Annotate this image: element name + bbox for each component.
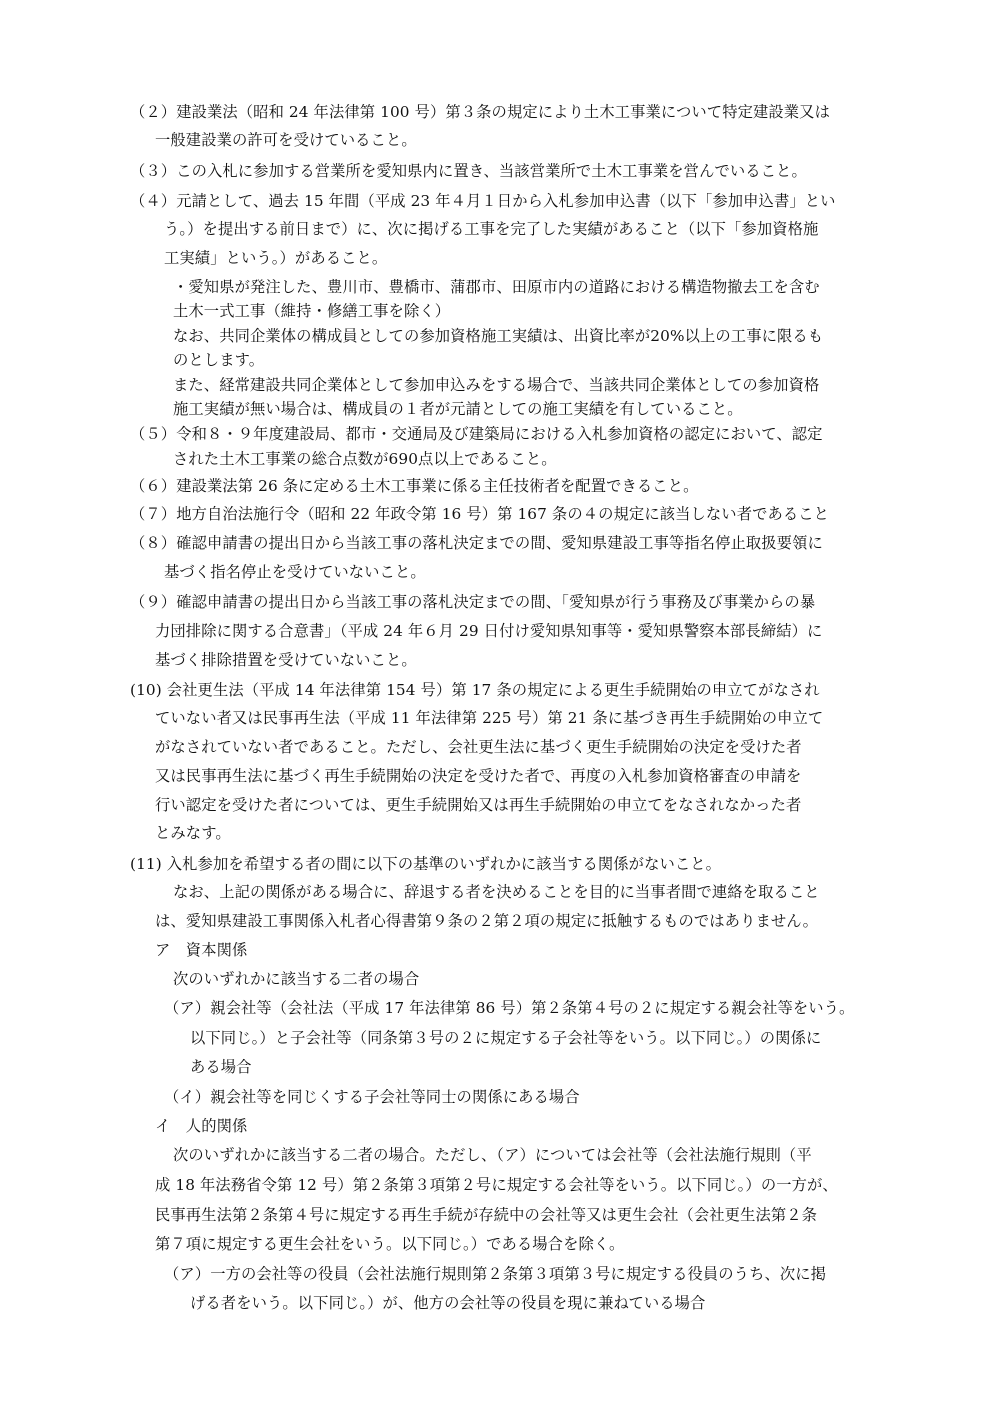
personnel-intro-line-2: 成 18 年法務省令第 12 号）第２条第３項第２号に規定する会社等をいう。以下同じ。）の一方が、 xyxy=(155,1176,838,1194)
item-5-line-1: （５）令和８・９年度建設局、都市・交通局及び建築局における入札参加資格の認定において、認定 xyxy=(130,425,823,443)
item-4-note-1-line-1: なお、共同企業体の構成員としての参加資格施工実績は、出資比率が20%以上の工事に限るも xyxy=(173,327,824,345)
item-2-line-1: （２）建設業法（昭和 24 年法律第 100 号）第３条の規定により土木工事業について特定建設業又は xyxy=(130,103,830,121)
item-10-line-1: (10) 会社更生法（平成 14 年法律第 154 号）第 17 条の規定による更生手続開始の申立てがなされ xyxy=(130,681,820,699)
item-9-line-1: （９）確認申請書の提出日から当該工事の落札決定までの間、「愛知県が行う事務及び事業からの暴 xyxy=(130,593,816,611)
personnel-intro-line-3: 民事再生法第２条第４号に規定する再生手続が存続中の会社等又は更生会社（会社更生法第２条 xyxy=(155,1206,818,1224)
item-4-line-1: （４）元請として、過去 15 年間（平成 23 年４月１日から入札参加申込書（以下「参加申込書」とい xyxy=(130,192,836,210)
item-10-line-4: 又は民事再生法に基づく再生手続開始の決定を受けた者で、再度の入札参加資格審査の申請を xyxy=(155,767,802,785)
item-4-note-2-line-2: 施工実績が無い場合は、構成員の１者が元請としての施工実績を有していること。 xyxy=(173,400,743,418)
capital-a-line-2: 以下同じ。）と子会社等（同条第３号の２に規定する子会社等をいう。以下同じ。）の関係に xyxy=(190,1029,822,1047)
capital-a-line-3: ある場合 xyxy=(190,1058,252,1076)
item-4-note-1-line-2: のとします。 xyxy=(173,351,265,369)
item-4-bullet-line-2: 土木一式工事（維持・修繕工事を除く） xyxy=(173,302,451,320)
personnel-a-line-2: げる者をいう。以下同じ。）が、他方の会社等の役員を現に兼ねている場合 xyxy=(190,1294,706,1312)
personnel-intro-line-4: 第７項に規定する更生会社をいう。以下同じ。）である場合を除く。 xyxy=(155,1235,625,1253)
item-7-line-1: （７）地方自治法施行令（昭和 22 年政令第 16 号）第 167 条の４の規定に該当しない者であること xyxy=(130,505,830,523)
item-5-line-2: された土木工事業の総合点数が690点以上であること。 xyxy=(173,450,557,468)
capital-intro-line: 次のいずれかに該当する二者の場合 xyxy=(173,970,420,988)
item-9-line-2: 力団排除に関する合意書」（平成 24 年６月 29 日付け愛知県知事等・愛知県警察本部長締結）に xyxy=(155,622,823,640)
item-4-line-2: う。）を提出する前日まで）に、次に掲げる工事を完了した実績があること（以下「参加資格施 xyxy=(164,220,819,238)
item-10-line-6: とみなす。 xyxy=(155,824,231,842)
item-9-line-3: 基づく排除措置を受けていないこと。 xyxy=(155,651,417,669)
heading-personnel-relationship: イ 人的関係 xyxy=(155,1117,248,1135)
item-8-line-2: 基づく指名停止を受けていないこと。 xyxy=(164,563,426,581)
item-2-line-2: 一般建設業の許可を受けていること。 xyxy=(155,131,417,149)
item-10-line-2: ていない者又は民事再生法（平成 11 年法律第 225 号）第 21 条に基づき再生手続開始の申立て xyxy=(155,709,824,727)
item-4-bullet-line-1: ・愛知県が発注した、豊川市、豊橋市、蒲郡市、田原市内の道路における構造物撤去工を含む xyxy=(173,278,820,296)
item-10-line-5: 行い認定を受けた者については、更生手続開始又は再生手続開始の申立てをなされなかった者 xyxy=(155,796,802,814)
item-4-note-2-line-1: また、経常建設共同企業体として参加申込みをする場合で、当該共同企業体としての参加資格 xyxy=(173,376,820,394)
item-4-line-3: 工実績」という。）があること。 xyxy=(164,249,388,267)
capital-i-line-1: （イ）親会社等を同じくする子会社等同士の関係にある場合 xyxy=(164,1088,580,1106)
item-11-note-line-2: は、愛知県建設工事関係入札者心得書第９条の２第２項の規定に抵触するものではありません。 xyxy=(155,912,818,930)
item-8-line-1: （８）確認申請書の提出日から当該工事の落札決定までの間、愛知県建設工事等指名停止取扱要領に xyxy=(130,534,823,552)
item-6-line-1: （６）建設業法第 26 条に定める土木工事業に係る主任技術者を配置できること。 xyxy=(130,477,699,495)
personnel-intro-line-1: 次のいずれかに該当する二者の場合。ただし、（ア）については会社等（会社法施行規則（平 xyxy=(173,1146,812,1164)
heading-capital-relationship: ア 資本関係 xyxy=(155,941,248,959)
item-11-line-1: (11) 入札参加を希望する者の間に以下の基準のいずれかに該当する関係がないこと。 xyxy=(130,855,722,873)
item-10-line-3: がなされていない者であること。ただし、会社更生法に基づく更生手続開始の決定を受けた者 xyxy=(155,738,802,756)
capital-a-line-1: （ア）親会社等（会社法（平成 17 年法律第 86 号）第２条第４号の２に規定する親会社等をいう。 xyxy=(164,999,855,1017)
item-3-line-1: （３）この入札に参加する営業所を愛知県内に置き、当該営業所で土木工事業を営んでいること。 xyxy=(130,162,807,180)
item-11-note-line-1: なお、上記の関係がある場合に、辞退する者を決めることを目的に当事者間で連絡を取ること xyxy=(173,883,820,901)
personnel-a-line-1: （ア）一方の会社等の役員（会社法施行規則第２条第３項第３号に規定する役員のうち、次に掲 xyxy=(164,1265,827,1283)
